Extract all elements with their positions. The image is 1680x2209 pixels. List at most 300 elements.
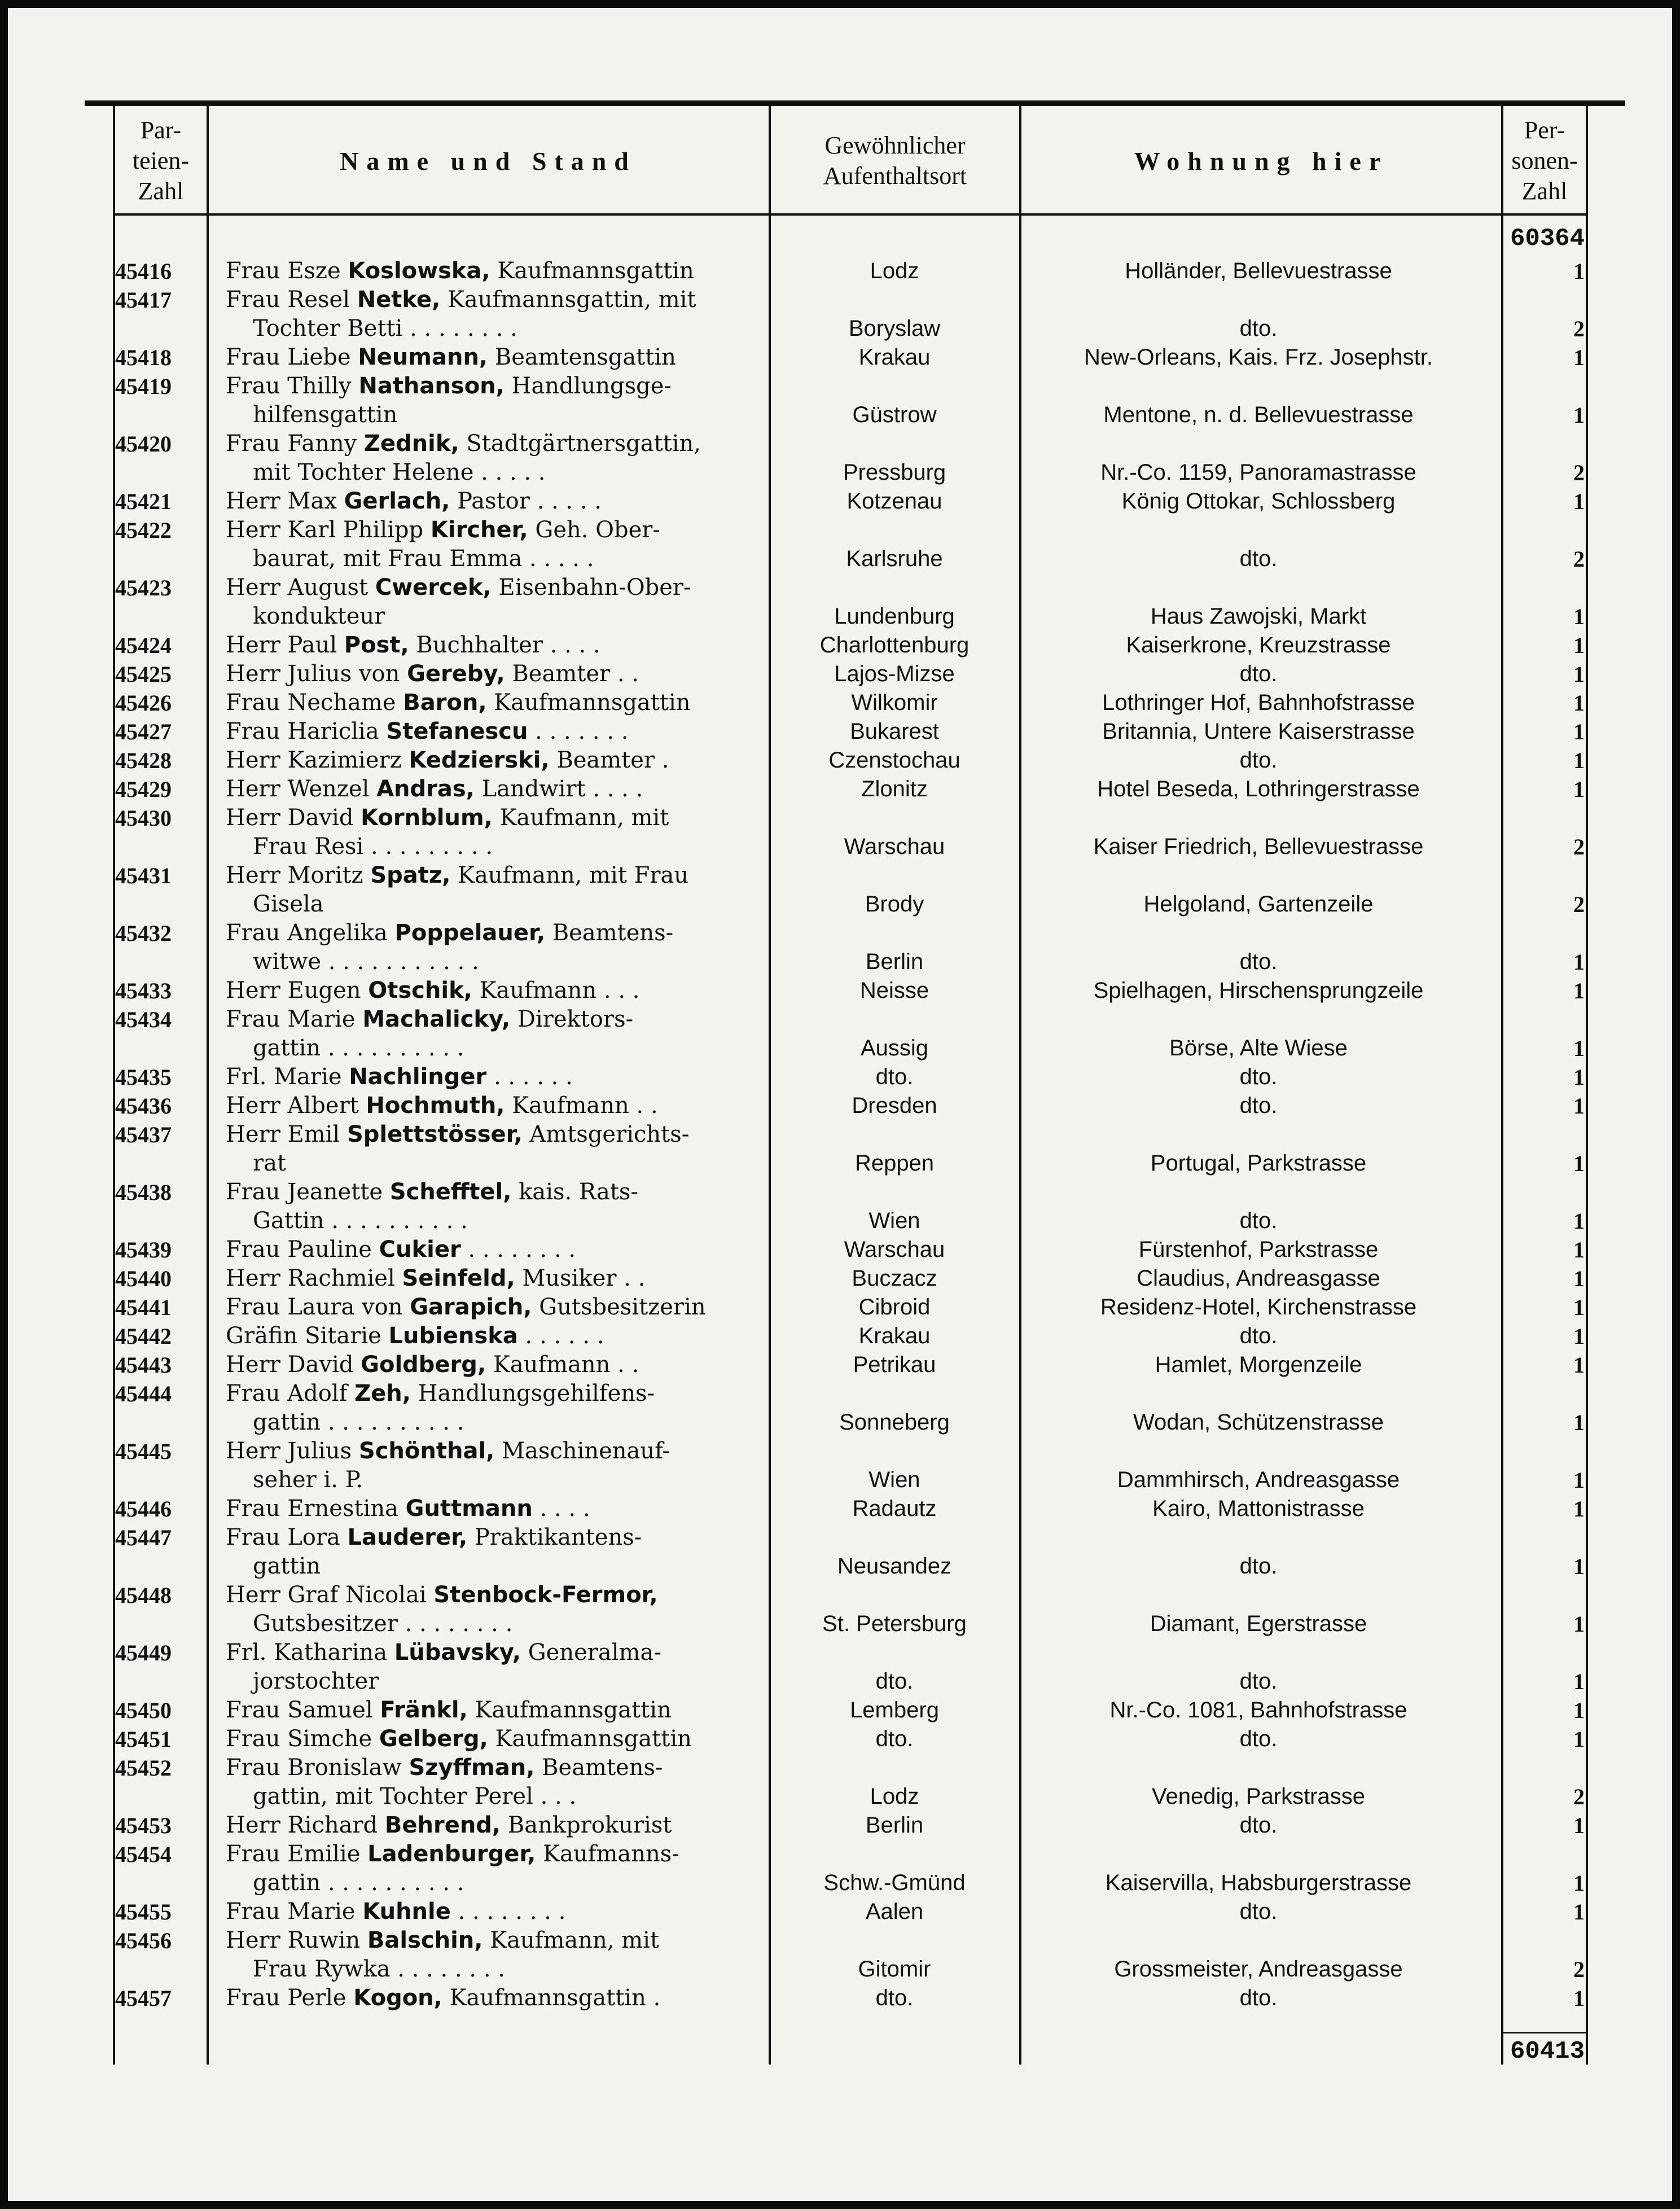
name-line	[226, 1063, 762, 1092]
surname: Cukier	[379, 1237, 461, 1263]
surname: Machalicky,	[362, 1006, 511, 1032]
name-line	[226, 286, 762, 314]
guest-name-and-status	[226, 372, 762, 429]
given-name: Frau Esze	[226, 258, 348, 284]
occupation: Kaufmannsgattin, mit	[440, 287, 696, 313]
guest-name-and-status	[226, 631, 762, 660]
person-count: 1	[1573, 1352, 1585, 1378]
party-number: 45433	[115, 978, 172, 1003]
given-name: Frau Liebe	[226, 344, 358, 370]
header-rule	[85, 100, 1625, 106]
party-number: 45444	[115, 1381, 172, 1406]
party-number: 45446	[115, 1496, 172, 1522]
local-address: Haus Zawojski, Markt	[1150, 604, 1367, 629]
local-address: Residenz-Hotel, Kirchenstrasse	[1100, 1295, 1417, 1320]
surname: Fränkl,	[380, 1697, 468, 1723]
table-row	[0, 660, 1680, 689]
guest-name-and-status	[226, 1811, 762, 1840]
name-line	[226, 343, 762, 372]
surname: Kircher,	[430, 517, 528, 543]
guest-name-and-status	[226, 1063, 762, 1092]
guest-name-and-status	[226, 804, 762, 861]
personen-total-start: 60364	[1510, 225, 1585, 253]
occupation: Musiker . .	[515, 1265, 646, 1291]
usual-residence: Czenstochau	[828, 748, 960, 773]
table-row	[0, 717, 1680, 746]
local-address: dto.	[1239, 661, 1278, 686]
name-continuation: jorstochter	[253, 1668, 379, 1694]
given-name: Frau Fanny	[226, 431, 364, 457]
given-name: Herr Eugen	[226, 978, 369, 1003]
person-count: 1	[1573, 978, 1585, 1003]
table-row	[0, 487, 1680, 516]
table-row	[0, 257, 1680, 286]
local-address: Kaiserkrone, Kreuzstrasse	[1126, 633, 1391, 658]
header-parteien-zahl: Par- teien- Zahl	[132, 116, 190, 205]
usual-residence: Berlin	[865, 949, 924, 974]
person-count: 1	[1573, 1611, 1585, 1637]
occupation: Stadtgärtnersgattin,	[459, 431, 701, 457]
party-number: 45457	[115, 1986, 172, 2011]
table-row	[0, 372, 1680, 429]
usual-residence: Lundenburg	[834, 604, 955, 629]
guest-name-and-status	[226, 1840, 762, 1897]
guest-name-and-status	[226, 660, 762, 689]
name-line	[226, 1264, 762, 1293]
table-row	[0, 861, 1680, 919]
table-row	[0, 573, 1680, 631]
usual-residence: Charlottenburg	[819, 633, 970, 658]
name-line	[226, 804, 762, 832]
party-number: 45456	[115, 1928, 172, 1953]
surname: Baron,	[403, 690, 487, 716]
surname: Spatz,	[370, 862, 451, 888]
local-address: New-Orleans, Kais. Frz. Josephstr.	[1084, 345, 1433, 370]
occupation: Pastor . . . . .	[450, 488, 602, 514]
usual-residence: Neusandez	[837, 1554, 952, 1579]
occupation: Kaufmann, mit Frau	[450, 862, 689, 888]
person-count: 1	[1573, 690, 1585, 716]
name-continuation: rat	[253, 1150, 287, 1176]
totals-rule	[1501, 2032, 1588, 2033]
party-number: 45436	[115, 1093, 172, 1119]
given-name: Herr Max	[226, 488, 344, 514]
person-count: 1	[1573, 604, 1585, 629]
occupation: . . . .	[532, 1496, 590, 1522]
name-continuation: gattin . . . . . . . . . .	[253, 1409, 464, 1435]
name-line	[226, 689, 762, 717]
local-address: dto.	[1239, 1813, 1278, 1838]
given-name: Herr Rachmiel	[226, 1265, 402, 1291]
name-line	[226, 429, 762, 458]
party-number: 45425	[115, 661, 172, 687]
party-number: 45453	[115, 1813, 172, 1838]
local-address: Hamlet, Morgenzeile	[1155, 1352, 1362, 1377]
occupation: Direktors-	[510, 1006, 634, 1032]
name-line	[226, 257, 762, 286]
local-address: Kaiservilla, Habsburgerstrasse	[1105, 1870, 1412, 1895]
name-line	[226, 1322, 762, 1351]
party-number: 45450	[115, 1698, 172, 1723]
surname: Lauderer,	[347, 1524, 468, 1550]
table-row	[0, 1005, 1680, 1063]
local-address: Diamant, Egerstrasse	[1150, 1611, 1367, 1636]
guest-name-and-status	[226, 286, 762, 343]
surname: Hochmuth,	[366, 1093, 505, 1119]
surname: Zeh,	[354, 1380, 411, 1406]
local-address: Helgoland, Gartenzeile	[1143, 892, 1374, 917]
name-line	[226, 1984, 762, 2013]
given-name: Frau Jeanette	[226, 1179, 390, 1205]
occupation: Kaufmannsgattin	[488, 1726, 692, 1752]
surname: Gerlach,	[344, 488, 450, 514]
given-name: Frau Pauline	[226, 1237, 379, 1263]
local-address: Wodan, Schützenstrasse	[1133, 1410, 1384, 1435]
name-line	[226, 1379, 762, 1408]
guest-name-and-status	[226, 746, 762, 775]
usual-residence: Pressburg	[843, 460, 946, 485]
table-row	[0, 1379, 1680, 1437]
surname: Kedzierski,	[409, 747, 550, 773]
usual-residence: Lajos-Mizse	[834, 661, 955, 686]
surname: Guttmann	[405, 1496, 533, 1522]
guest-name-and-status	[226, 1581, 762, 1638]
register-table-body	[0, 257, 1680, 2013]
local-address: König Ottokar, Schlossberg	[1121, 489, 1396, 514]
table-row	[0, 343, 1680, 372]
usual-residence: Aussig	[860, 1036, 929, 1060]
surname: Lübavsky,	[394, 1640, 521, 1665]
party-number: 45440	[115, 1266, 172, 1291]
person-count: 1	[1573, 258, 1585, 284]
name-line	[226, 516, 762, 545]
name-line	[226, 1926, 762, 1955]
table-row	[0, 1840, 1680, 1897]
table-row	[0, 429, 1680, 487]
usual-residence: Lodz	[870, 1784, 919, 1809]
surname: Andras,	[376, 776, 475, 802]
local-address: Fürstenhof, Parkstrasse	[1138, 1237, 1379, 1262]
occupation: Bankprokurist	[501, 1812, 672, 1838]
given-name: Gräfin Sitarie	[226, 1323, 389, 1349]
usual-residence: Wilkomir	[851, 690, 938, 715]
given-name: Frau Emilie	[226, 1841, 368, 1867]
usual-residence: Berlin	[865, 1813, 924, 1838]
usual-residence: Cibroid	[858, 1295, 931, 1320]
name-line	[226, 1235, 762, 1264]
party-number: 45420	[115, 431, 172, 457]
given-name: Herr Richard	[226, 1812, 385, 1838]
person-count: 1	[1573, 1237, 1585, 1263]
guest-name-and-status	[226, 1494, 762, 1523]
local-address: Kairo, Mattonistrasse	[1152, 1496, 1365, 1521]
header-personen-zahl: Per- sonen- Zahl	[1511, 116, 1578, 205]
given-name: Herr Karl Philipp	[226, 517, 431, 543]
party-number: 45447	[115, 1525, 172, 1550]
occupation: Maschinenauf-	[494, 1438, 670, 1464]
party-number: 45438	[115, 1180, 172, 1205]
occupation: Praktikantens-	[467, 1524, 642, 1550]
local-address: dto.	[1239, 1726, 1278, 1751]
name-line	[226, 372, 762, 401]
surname: Kuhnle	[362, 1899, 451, 1925]
usual-residence: dto.	[875, 1726, 914, 1751]
occupation: . . . . . . .	[528, 718, 629, 744]
party-number: 45424	[115, 633, 172, 658]
name-line	[226, 1696, 762, 1725]
given-name: Frau Marie	[226, 1899, 363, 1925]
usual-residence: Boryslaw	[848, 316, 941, 341]
person-count: 1	[1573, 1266, 1585, 1291]
surname: Neumann,	[358, 344, 488, 370]
guest-name-and-status	[226, 1984, 762, 2013]
given-name: Frl. Katharina	[226, 1640, 394, 1665]
header-name-und-stand: Name und Stand	[340, 146, 637, 176]
local-address: dto.	[1239, 1899, 1278, 1924]
guest-name-and-status	[226, 487, 762, 516]
occupation: Kaufmanns-	[536, 1841, 679, 1867]
name-line	[226, 1840, 762, 1869]
given-name: Herr Kazimierz	[226, 747, 409, 773]
given-name: Frau Laura von	[226, 1294, 410, 1320]
party-number: 45445	[115, 1439, 172, 1464]
guest-name-and-status	[226, 1725, 762, 1754]
local-address: Nr.-Co. 1159, Panoramastrasse	[1100, 460, 1416, 485]
given-name: Herr Moritz	[226, 862, 371, 888]
usual-residence: Zlonitz	[861, 777, 928, 801]
name-line	[226, 1120, 762, 1149]
given-name: Frau Perle	[226, 1985, 354, 2011]
surname: Koslowska,	[348, 258, 490, 284]
usual-residence: dto.	[875, 1064, 914, 1089]
local-address: dto.	[1239, 1669, 1278, 1694]
name-line	[226, 660, 762, 689]
table-row	[0, 1984, 1680, 2013]
table-row	[0, 1581, 1680, 1638]
guest-name-and-status	[226, 1379, 762, 1437]
table-row	[0, 804, 1680, 861]
party-number: 45428	[115, 748, 172, 773]
party-number: 45435	[115, 1064, 172, 1090]
local-address: Holländer, Bellevuestrasse	[1125, 258, 1392, 283]
person-count: 1	[1573, 1698, 1585, 1723]
surname: Garapich,	[410, 1294, 532, 1320]
usual-residence: Wien	[868, 1208, 920, 1233]
usual-residence: Schw.-Gmünd	[823, 1870, 966, 1895]
usual-residence: Petrikau	[853, 1352, 936, 1377]
person-count: 1	[1573, 489, 1585, 514]
occupation: . . . . . .	[517, 1323, 604, 1349]
local-address: dto.	[1239, 1064, 1278, 1089]
guest-name-and-status	[226, 1120, 762, 1178]
name-continuation: baurat, mit Frau Emma . . . . .	[253, 546, 594, 572]
given-name: Frau Lora	[226, 1524, 348, 1550]
occupation: . . . . . . . .	[460, 1237, 576, 1263]
given-name: Herr David	[226, 1352, 361, 1378]
name-line	[226, 1437, 762, 1466]
given-name: Frau Bronislaw	[226, 1755, 409, 1781]
local-address: dto.	[1239, 1323, 1278, 1348]
usual-residence: dto.	[875, 1986, 914, 2010]
table-row	[0, 775, 1680, 804]
occupation: Kaufmannsgattin .	[442, 1985, 661, 2011]
given-name: Frau Ernestina	[226, 1496, 406, 1522]
name-line	[226, 1494, 762, 1523]
person-count: 1	[1573, 633, 1585, 658]
table-row	[0, 631, 1680, 660]
name-line	[226, 861, 762, 890]
surname: Stefanescu	[386, 718, 528, 744]
table-row	[0, 976, 1680, 1005]
guest-name-and-status	[226, 1754, 762, 1811]
occupation: kais. Rats-	[511, 1179, 638, 1205]
name-continuation: Frau Resi . . . . . . . . .	[253, 834, 493, 860]
name-continuation: Tochter Betti . . . . . . . .	[253, 315, 517, 341]
usual-residence: Reppen	[854, 1151, 935, 1176]
guest-name-and-status	[226, 919, 762, 976]
given-name: Frau Thilly	[226, 373, 359, 399]
local-address: dto.	[1239, 316, 1278, 341]
usual-residence: Neisse	[859, 978, 929, 1003]
personen-total-end: 60413	[1510, 2037, 1585, 2066]
table-row	[0, 1235, 1680, 1264]
surname: Schönthal,	[358, 1438, 495, 1464]
person-count: 2	[1573, 892, 1585, 917]
party-number: 45449	[115, 1640, 172, 1665]
person-count: 1	[1573, 1323, 1585, 1349]
surname: Poppelauer,	[394, 920, 546, 946]
local-address: Claudius, Andreasgasse	[1137, 1266, 1380, 1291]
usual-residence: Krakau	[858, 345, 931, 370]
local-address: dto.	[1239, 949, 1278, 974]
occupation: Beamter . .	[505, 661, 639, 687]
table-row	[0, 1523, 1680, 1581]
guest-name-and-status	[226, 1696, 762, 1725]
name-continuation: kondukteur	[253, 603, 385, 629]
name-line	[226, 746, 762, 775]
name-continuation: hilfensgattin	[253, 402, 398, 428]
party-number: 45442	[115, 1323, 172, 1349]
person-count: 2	[1573, 1784, 1585, 1809]
given-name: Herr Julius	[226, 1438, 359, 1464]
party-number: 45443	[115, 1352, 172, 1378]
name-continuation: mit Tochter Helene . . . . .	[253, 459, 546, 485]
usual-residence: Kotzenau	[846, 489, 942, 514]
local-address: Hotel Beseda, Lothringerstrasse	[1097, 777, 1420, 801]
given-name: Frau Simche	[226, 1726, 379, 1752]
usual-residence: Wien	[868, 1467, 920, 1492]
table-row	[0, 1897, 1680, 1926]
table-row	[0, 1754, 1680, 1811]
person-count: 1	[1573, 1870, 1585, 1896]
surname: Balschin,	[367, 1927, 483, 1953]
table-row	[0, 1811, 1680, 1840]
occupation: Eisenbahn-Ober-	[491, 575, 691, 601]
party-number: 45431	[115, 863, 172, 888]
occupation: Buchhalter . . . .	[409, 632, 600, 658]
occupation: Geh. Ober-	[528, 517, 660, 543]
person-count: 2	[1573, 1957, 1585, 1982]
surname: Gelberg,	[379, 1726, 488, 1752]
table-row	[0, 1293, 1680, 1322]
surname: Seinfeld,	[402, 1265, 515, 1291]
local-address: Mentone, n. d. Bellevuestrasse	[1103, 402, 1414, 427]
party-number: 45454	[115, 1842, 172, 1867]
usual-residence: Lemberg	[850, 1698, 939, 1723]
guest-name-and-status	[226, 1322, 762, 1351]
name-line	[226, 1178, 762, 1207]
surname: Behrend,	[384, 1812, 501, 1838]
occupation: Kaufmann . .	[505, 1093, 658, 1119]
party-number: 45416	[115, 258, 172, 284]
person-count: 1	[1573, 777, 1585, 802]
usual-residence: Sonneberg	[839, 1410, 950, 1435]
local-address: Portugal, Parkstrasse	[1150, 1151, 1367, 1176]
surname: Gereby,	[407, 661, 505, 687]
name-line	[226, 631, 762, 660]
given-name: Frau Nechame	[226, 690, 403, 716]
given-name: Herr August	[226, 575, 375, 601]
header-bottom-rule	[113, 213, 1586, 216]
guest-name-and-status	[226, 1235, 762, 1264]
guest-name-and-status	[226, 1092, 762, 1120]
surname: Zednik,	[363, 431, 459, 457]
occupation: Beamtensgattin	[488, 344, 676, 370]
occupation: Kaufmann, mit	[492, 805, 669, 831]
table-row	[0, 1437, 1680, 1494]
surname: Post,	[344, 632, 409, 658]
table-row	[0, 1696, 1680, 1725]
guest-name-and-status	[226, 1351, 762, 1379]
name-continuation: Gutsbesitzer . . . . . . . .	[253, 1611, 513, 1637]
table-row	[0, 1322, 1680, 1351]
given-name: Frau Angelika	[226, 920, 395, 946]
table-row	[0, 1351, 1680, 1379]
given-name: Herr Graf Nicolai	[226, 1582, 434, 1608]
table-row	[0, 1264, 1680, 1293]
party-number: 45439	[115, 1237, 172, 1263]
usual-residence: Buczacz	[852, 1266, 937, 1291]
person-count: 1	[1573, 1036, 1585, 1061]
party-number: 45434	[115, 1007, 172, 1032]
person-count: 1	[1573, 1899, 1585, 1925]
local-address: Börse, Alte Wiese	[1169, 1036, 1348, 1060]
person-count: 1	[1573, 1208, 1585, 1234]
usual-residence: dto.	[875, 1669, 914, 1694]
local-address: dto.	[1239, 546, 1278, 571]
guest-name-and-status	[226, 516, 762, 573]
table-row	[0, 1120, 1680, 1178]
local-address: Spielhagen, Hirschensprungzeile	[1093, 978, 1424, 1003]
occupation: Handlungsgehilfens-	[410, 1380, 655, 1406]
usual-residence: Güstrow	[852, 402, 937, 427]
given-name: Herr Paul	[226, 632, 344, 658]
usual-residence: Aalen	[865, 1899, 924, 1924]
person-count: 1	[1573, 1467, 1585, 1493]
given-name: Herr Emil	[226, 1121, 347, 1147]
occupation: Kaufmann, mit	[482, 1927, 660, 1953]
name-line	[226, 1638, 762, 1667]
guest-name-and-status	[226, 976, 762, 1005]
name-continuation: witwe . . . . . . . . . . .	[253, 949, 479, 975]
occupation: Beamtens-	[534, 1755, 663, 1781]
name-line	[226, 1725, 762, 1754]
occupation: . . . . . .	[486, 1064, 573, 1090]
person-count: 2	[1573, 316, 1585, 341]
guest-name-and-status	[226, 689, 762, 717]
table-row	[0, 1092, 1680, 1120]
name-continuation: gattin, mit Tochter Perel . . .	[253, 1783, 577, 1809]
